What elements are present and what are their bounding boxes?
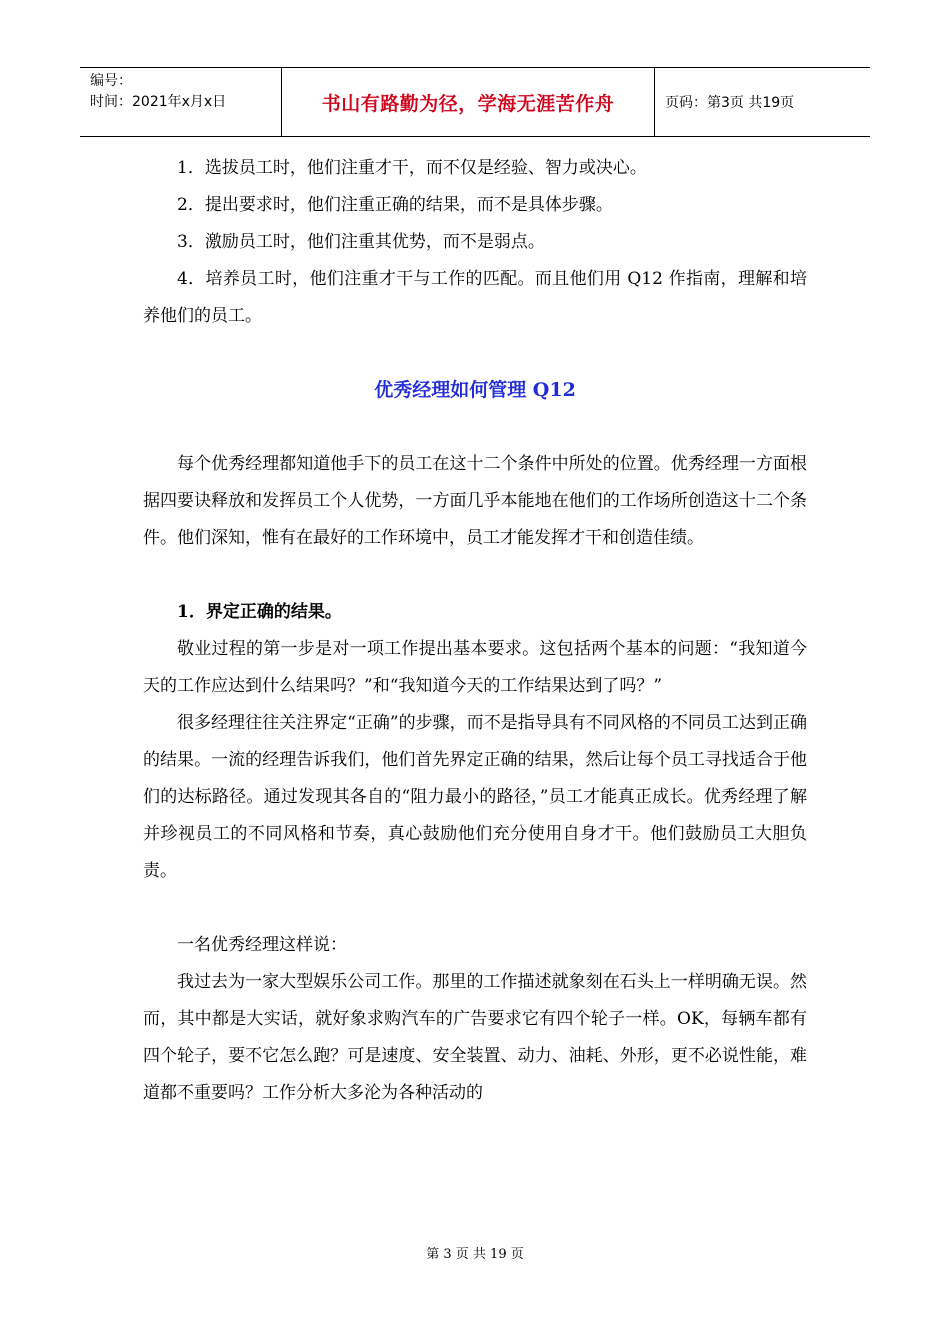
list-item: 1．选拔员工时，他们注重才干，而不仅是经验、智力或决心。	[177, 158, 647, 178]
section-title: 优秀经理如何管理 Q12	[374, 379, 576, 401]
list-item: 3．激励员工时，他们注重其优势，而不是弱点。	[177, 232, 545, 252]
page-header	[80, 67, 870, 137]
list-item: 2．提出要求时，他们注重正确的结果，而不是具体步骤。	[177, 195, 613, 215]
list-item: 4．培养员工时，他们注重才干与工作的匹配。而且他们用 Q12 作指南，理解和培养他们的员工。	[143, 269, 807, 326]
time-label: 时间：2021年x月x日	[90, 94, 227, 110]
intro-paragraph: 每个优秀经理都知道他手下的员工在这十二个条件中所处的位置。优秀经理一方面根据四要诀释放和发挥员工个人优势，一方面几乎本能地在他们的工作场所创造这十二个条件。他们深知，惟有在最好的工作环境中，员工才能发挥才干和创造佳绩。	[143, 454, 807, 548]
page-footer: 第 3 页 共 19 页	[426, 1247, 524, 1262]
paragraph: 很多经理往往关注界定“正确”的步骤，而不是指导具有不同风格的不同员工达到正确的结果。一流的经理告诉我们，他们首先界定正确的结果，然后让每个员工寻找适合于他们的达标路径。通过发现其各自的“阻力最小的路径，”员工才能真正成长。优秀经理了解并珍视员工的不同风格和节奏，真心鼓励他们充分使用自身才干。他们鼓励员工大胆负责。	[143, 713, 807, 881]
header-meta	[80, 68, 281, 136]
quote-intro: 一名优秀经理这样说：	[177, 935, 347, 955]
header-page-info: 页码：第3页 共19页	[665, 95, 795, 111]
number-label: 编号：	[90, 73, 132, 89]
paragraph: 敬业过程的第一步是对一项工作提出基本要求。这包括两个基本的问题：“我知道今天的工作应达到什么结果吗？”和“我知道今天的工作结果达到了吗？”	[143, 639, 807, 696]
header-motto: 书山有路勤为径，学海无涯苦作舟	[321, 92, 615, 115]
header-motto-cell	[281, 68, 655, 136]
header-page-info-cell	[655, 68, 870, 136]
document-body	[143, 150, 807, 1112]
sub-heading: 1．界定正确的结果。	[177, 602, 342, 622]
paragraph: 我过去为一家大型娱乐公司工作。那里的工作描述就象刻在石头上一样明确无误。然而，其中都是大实话，就好象求购汽车的广告要求它有四个轮子一样。OK，每辆车都有四个轮子，要不它怎么跑？可是速度、安全装置、动力、油耗、外形，更不必说性能，难道都不重要吗？工作分析大多沦为各种活动的	[143, 972, 807, 1103]
